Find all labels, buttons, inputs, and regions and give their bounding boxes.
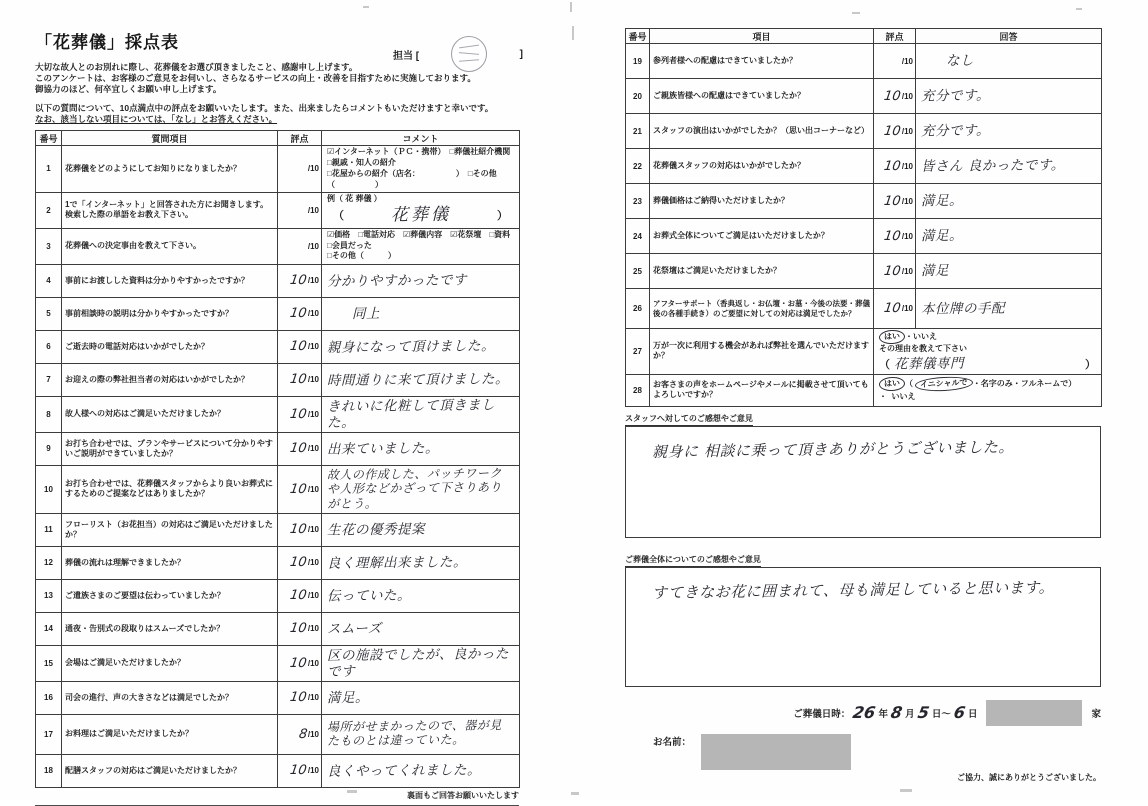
instruction-line: なお、該当しない項目については、「なし」とお答えください。 [35, 113, 278, 124]
row-number: 17 [36, 714, 62, 754]
handwritten-answer: 満足。 [920, 227, 964, 245]
funeral-date-line [625, 700, 1101, 726]
question-text: お料理はご満足いただけましたか？ [62, 714, 278, 754]
table-row [36, 612, 520, 645]
staff-feedback-label: スタッフへ対してのご感想やご意見 [625, 413, 753, 426]
table-row [626, 374, 1102, 406]
handwritten-score: 10 [883, 263, 902, 279]
paren-close: ） [1068, 379, 1077, 389]
score-suffix: /10 [307, 766, 319, 776]
handwritten-day-end: 6 [952, 703, 967, 723]
score-suffix: /10 [307, 342, 319, 352]
question-text: 事前にお渡しした資料は分かりやすかったですか？ [62, 264, 278, 297]
row-number: 12 [36, 546, 62, 579]
checkbox-options-line: ☑価格 □電話対応 ☑葬儀内容 ☑花祭壇 □資料 □会員だった [327, 229, 519, 250]
back-side-note: 裏面もご回答お願いいたします [407, 790, 519, 800]
table-row [36, 228, 520, 264]
manager-bracket-close: ] [519, 48, 523, 60]
row-number: 13 [36, 579, 62, 612]
table-row [36, 396, 520, 432]
score-suffix: /10 [901, 161, 913, 171]
handwritten-comment: 時間通りに来て頂けました。 [326, 370, 510, 389]
table-row [626, 44, 1102, 79]
table-row [36, 192, 520, 228]
table-row [36, 579, 520, 612]
circled-yes: はい [879, 377, 906, 392]
row-number: 21 [626, 114, 650, 149]
yes-no-line [879, 330, 1096, 344]
score-suffix: /10 [307, 693, 319, 703]
col-header-comment: コメント [322, 131, 520, 146]
handwritten-score: 10 [289, 555, 308, 571]
handwritten-answer: 本位牌の手配 [920, 300, 1006, 317]
col-header-score: 評点 [874, 29, 916, 44]
name-label: お名前： [653, 736, 692, 748]
table-row [36, 264, 520, 297]
table-row [36, 146, 520, 192]
intro-line: 大切な故人とのお別れに際し、花葬儀をお選び頂きましたこと、感謝申し上げます。 [35, 62, 358, 72]
fullname-option: フルネームで [1020, 379, 1069, 389]
paren-close: ） [1085, 358, 1096, 371]
scan-artifact [852, 12, 860, 14]
score-suffix: /10 [901, 56, 913, 66]
question-text: スタッフの演出はいかがでしたか？（思い出コーナーなど） [650, 114, 874, 149]
intro-line: 御協力のほど、何卒宜しくお願い申し上げます。 [35, 83, 222, 94]
surname-option: 名字のみ [980, 379, 1013, 389]
instruction-line: 以下の質問について、10点満点中の評点をお願いいたします。また、出来ましたらコメントもいただけますと幸いです。 [35, 102, 494, 113]
handwritten-score: 10 [883, 193, 902, 209]
score-suffix: /10 [901, 126, 913, 136]
handwritten-comment: 良くやってくれました。 [326, 761, 482, 780]
handwritten-score: 10 [289, 273, 308, 289]
handwritten-comment: 同上 [351, 305, 381, 322]
row-number: 4 [36, 264, 62, 297]
separator-dot: ・ [905, 332, 913, 341]
row-number: 22 [626, 149, 650, 184]
table-row [36, 432, 520, 465]
handwritten-score: 10 [289, 406, 308, 422]
table-row [36, 645, 520, 681]
row-number: 1 [36, 146, 62, 192]
overall-feedback-box [625, 567, 1101, 687]
handwritten-comment: 満足。 [326, 689, 370, 706]
score-suffix: /10 [307, 276, 319, 286]
scan-artifact [571, 792, 579, 795]
hanko-stamp-icon [451, 36, 487, 72]
handwritten-comment: 伝っていた。 [326, 587, 412, 604]
handwritten-score: 10 [883, 158, 902, 174]
table-row [36, 681, 520, 714]
checkbox-options-line: ☑インターネット（ＰＣ・携帯） □葬儀社紹介機関 □親戚・知人の紹介 [327, 147, 519, 168]
question-text: お打ち合わせでは、花葬儀スタッフからより良いお葬式にするためのご提案などはありましたか？ [62, 465, 278, 513]
handwritten-comment: 出来ていました。 [326, 440, 440, 458]
circled-initial-option: イニシャルで [915, 376, 973, 393]
question-text: お打ち合わせでは、プランやサービスについて分かりやすいご説明ができていましたか？ [62, 432, 278, 465]
instructions-text [35, 103, 519, 125]
day-label: 日 [967, 708, 978, 720]
question-text: 配膳スタッフの対応はご満足いただけましたか？ [62, 754, 278, 787]
handwritten-comment: 親身になって頂けました。 [326, 337, 496, 356]
redacted-family-name [986, 700, 1082, 726]
handwritten-score: 10 [883, 228, 902, 244]
handwritten-answer: 花葬儀 [390, 204, 451, 226]
question-text: ご逝去時の電話対応はいかがでしたか？ [62, 330, 278, 363]
table-row [626, 289, 1102, 329]
question-text: 万が一次に利用する機会があれば弊社を選んでいただけますか？ [650, 329, 874, 375]
table-row [626, 329, 1102, 375]
question-text: 通夜・告別式の段取りはスムーズでしたか？ [62, 612, 278, 645]
handwritten-answer: 充分です。 [920, 87, 991, 105]
question-text: 事前相談時の説明は分かりやすかったですか？ [62, 297, 278, 330]
table-row [626, 184, 1102, 219]
publish-options-line [879, 377, 1096, 403]
handwritten-answer: 満足 [920, 262, 950, 280]
score-suffix: /10 [901, 196, 913, 206]
row-number: 11 [36, 513, 62, 546]
table-row [626, 114, 1102, 149]
separator-dot: ・ [879, 392, 887, 402]
row-number: 18 [36, 754, 62, 787]
score-suffix: /10 [307, 525, 319, 535]
table-header-row [626, 29, 1102, 44]
score-suffix: /10 [307, 164, 319, 174]
table-row [626, 149, 1102, 184]
question-text: 会場はご満足いただけましたか？ [62, 645, 278, 681]
handwritten-score: 10 [883, 123, 902, 139]
table-row [36, 546, 520, 579]
table-row [36, 330, 520, 363]
scan-artifact [570, 2, 572, 12]
question-text: アフターサポート（香典返し・お仏壇・お墓・今後の法要・葬儀後の各種手続き）のご要望に対しての対応は満足でしたか？ [650, 289, 874, 329]
example-text: 例（ 花 葬儀 ） [327, 194, 382, 204]
handwritten-comment: きれいに化粧して頂きました。 [326, 396, 495, 431]
redacted-name [701, 734, 851, 770]
row-number: 28 [626, 374, 650, 406]
handwritten-comment: 場所がせまかったので、器が見たものとは違っていた。 [326, 718, 502, 749]
handwritten-comment: 良く理解出来ました。 [326, 553, 468, 572]
question-text: ご遺族さまのご要望は伝わっていましたか？ [62, 579, 278, 612]
score-suffix: /10 [307, 375, 319, 385]
table-row [626, 219, 1102, 254]
paren-open: （ [905, 379, 913, 389]
row-number: 16 [36, 681, 62, 714]
col-header-no: 番号 [36, 131, 62, 146]
manager-label: 担当 [ [393, 50, 420, 62]
handwritten-comment: 生花の優秀提案 [326, 521, 426, 539]
circled-yes: はい [879, 329, 906, 344]
handwritten-comment: スムーズ [326, 620, 382, 637]
row-number: 15 [36, 645, 62, 681]
row-number: 8 [36, 396, 62, 432]
footer-block [625, 700, 1101, 783]
score-suffix: /10 [307, 409, 319, 419]
table-row [36, 714, 520, 754]
table-row [626, 254, 1102, 289]
scan-artifact [572, 26, 574, 40]
handwritten-comment: 分かりやすかったです [326, 271, 468, 290]
score-suffix: /10 [307, 624, 319, 634]
back-survey-table [625, 28, 1102, 407]
scan-artifact [900, 789, 912, 792]
handwritten-score: 10 [289, 588, 308, 604]
question-text: お葬式全体についてご満足はいただけましたか？ [650, 219, 874, 254]
score-suffix: /10 [901, 231, 913, 241]
page-title: 「花葬儀」採点表 [35, 33, 179, 52]
col-header-question: 項目 [650, 29, 874, 44]
col-header-answer: 回答 [916, 29, 1102, 44]
question-text: 故人様への対応はご満足いただけましたか？ [62, 396, 278, 432]
checkbox-options-line: □花屋からの紹介（店名： ） □その他（ ） [327, 168, 497, 189]
manager-field [393, 36, 523, 72]
paren-close: ） [497, 210, 508, 223]
row-number: 14 [36, 612, 62, 645]
year-label: 年 [878, 708, 889, 720]
score-suffix: /10 [307, 241, 319, 251]
question-text: お客さまの声をホームページやメールに掲載させて頂いてもよろしいですか？ [650, 374, 874, 406]
month-label: 月 [905, 708, 915, 720]
overall-feedback-label: ご葬儀全体についてのご感想やご意見 [625, 554, 761, 567]
score-suffix: /10 [307, 658, 319, 668]
col-header-question: 質問項目 [62, 131, 278, 146]
col-header-score: 評点 [278, 131, 322, 146]
row-number: 2 [36, 192, 62, 228]
handwritten-score: 10 [289, 522, 308, 538]
handwritten-staff-feedback: 親身に 相談に乗って頂きありがとうございました。 [651, 437, 1014, 461]
question-text: 参列者様への配慮はできていましたか？ [650, 44, 874, 79]
row-number: 10 [36, 465, 62, 513]
scan-artifact [1076, 8, 1082, 10]
table-row [36, 754, 520, 787]
handwritten-score: 10 [289, 339, 308, 355]
row-number: 19 [626, 44, 650, 79]
handwritten-score: 10 [289, 655, 308, 671]
handwritten-month: 8 [889, 703, 904, 723]
survey-page-front [35, 28, 523, 806]
checkbox-options-line: □その他（ ） [327, 251, 396, 261]
front-survey-table [35, 130, 520, 787]
handwritten-reason: 花葬儀専門 [894, 355, 965, 373]
question-text: 1で「インターネット」と回答された方にお聞きします。検索した際の単語をお教え下さい。 [62, 192, 278, 228]
separator-dot: ・ [1012, 379, 1021, 389]
row-number: 23 [626, 184, 650, 219]
handwritten-answer: 充分です。 [920, 122, 991, 140]
handwritten-score: 10 [883, 301, 902, 316]
row-number: 26 [626, 289, 650, 329]
score-suffix: /10 [901, 304, 913, 313]
table-row [626, 79, 1102, 114]
handwritten-score: 10 [289, 441, 308, 457]
no-option: いいえ [913, 332, 937, 341]
row-number: 9 [36, 432, 62, 465]
question-text: 花葬儀をどのようにしてお知りになりましたか？ [62, 146, 278, 192]
family-suffix: 家 [1091, 708, 1101, 720]
row-number: 27 [626, 329, 650, 375]
thanks-note: ご協力、誠にありがとうございました。 [957, 772, 1101, 782]
handwritten-answer: なし [945, 52, 975, 70]
question-text: 花葬儀への決定事由を教えて下さい。 [62, 228, 278, 264]
intro-line: このアンケートは、お客様のご意見をお伺いし、さらなるサービスの向上・改善を目指すために実施しております。 [35, 72, 476, 83]
staff-feedback-box [625, 426, 1101, 538]
day-label: 日～ [931, 708, 951, 720]
handwritten-score: 8 [297, 726, 308, 742]
handwritten-score: 10 [289, 372, 308, 388]
question-text: ご親族皆様への配慮はできていましたか？ [650, 79, 874, 114]
table-row [36, 465, 520, 513]
table-row [36, 297, 520, 330]
question-text: 花葬儀スタッフの対応はいかがでしたか？ [650, 149, 874, 184]
score-suffix: /10 [307, 729, 319, 739]
handwritten-comment: 区の施設でしたが、良かったです [326, 645, 509, 680]
row-number: 24 [626, 219, 650, 254]
score-suffix: /10 [307, 309, 319, 319]
row-number: 7 [36, 363, 62, 396]
handwritten-comment: 故人の作成した、パッチワークや人形などかざって下さりありがとう。 [326, 465, 503, 511]
handwritten-overall-feedback: すてきなお花に囲まれて、母も満足していると思います。 [651, 578, 1055, 602]
question-text: お迎えの際の弊社担当者の対応はいかがでしたか？ [62, 363, 278, 396]
scan-artifact [363, 6, 369, 8]
survey-page-back [625, 28, 1101, 783]
funeral-date-label: ご葬儀日時： [793, 708, 851, 720]
handwritten-score: 10 [289, 306, 308, 322]
question-text: 花祭壇はご満足いただけましたか？ [650, 254, 874, 289]
paren-open: （ [879, 358, 890, 371]
score-suffix: /10 [307, 591, 319, 601]
col-header-no: 番号 [626, 29, 650, 44]
handwritten-score: 10 [883, 88, 902, 104]
handwritten-score: 10 [289, 621, 308, 637]
row-number: 20 [626, 79, 650, 114]
score-suffix: /10 [307, 558, 319, 568]
row-number: 3 [36, 228, 62, 264]
table-row [36, 363, 520, 396]
row-number: 25 [626, 254, 650, 289]
score-suffix: /10 [901, 266, 913, 276]
handwritten-score: 10 [289, 690, 308, 706]
handwritten-day-start: 5 [915, 703, 931, 723]
handwritten-answer: 皆さん 良かったです。 [920, 157, 1065, 175]
handwritten-answer: 満足。 [920, 192, 964, 210]
row-number: 5 [36, 297, 62, 330]
question-text: 司会の進行、声の大きさなどは満足でしたか？ [62, 681, 278, 714]
no-option: いいえ [891, 392, 916, 402]
question-text: フローリスト（お花担当）の対応はご満足いただけましたか？ [62, 513, 278, 546]
question-text: 葬儀の流れは理解できましたか？ [62, 546, 278, 579]
row-number: 6 [36, 330, 62, 363]
score-suffix: /10 [307, 205, 319, 215]
handwritten-score: 10 [289, 481, 308, 497]
handwritten-score: 10 [289, 763, 308, 779]
score-suffix: /10 [307, 484, 319, 494]
separator-dot: ・ [972, 379, 981, 389]
score-suffix: /10 [307, 444, 319, 454]
score-suffix: /10 [901, 91, 913, 101]
table-header-row [36, 131, 520, 146]
handwritten-year: 26 [851, 703, 878, 723]
question-text: 葬儀価格はご納得いただけましたか？ [650, 184, 874, 219]
reason-prompt: その理由を教えて下さい [879, 344, 967, 353]
paren-open: （ [333, 210, 344, 223]
table-row [36, 513, 520, 546]
name-line [625, 734, 1101, 770]
